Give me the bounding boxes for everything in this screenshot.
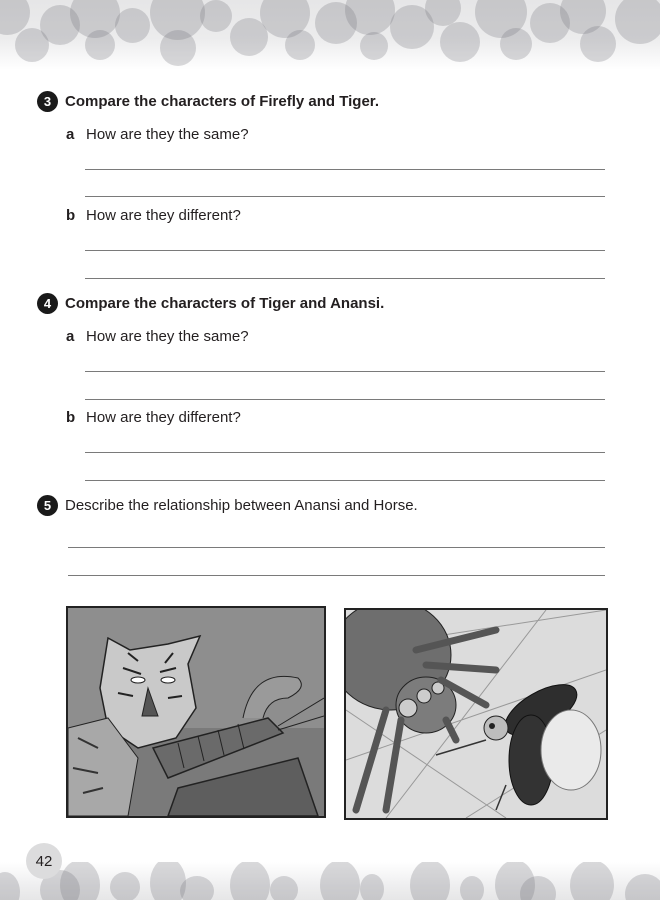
part-letter: a — [66, 126, 75, 143]
part-prompt: How are they different? — [86, 409, 241, 426]
question-4-heading — [37, 293, 384, 314]
question-4a-prompt — [66, 328, 249, 345]
question-3-heading — [37, 91, 379, 112]
part-letter: b — [66, 409, 76, 426]
spider-firefly-illustration — [344, 608, 608, 820]
answer-line[interactable] — [68, 575, 605, 576]
part-prompt: How are they the same? — [86, 126, 249, 143]
answer-line[interactable] — [85, 452, 605, 453]
question-3a-prompt — [66, 126, 249, 143]
question-number-badge: 3 — [37, 91, 58, 112]
answer-line[interactable] — [68, 547, 605, 548]
question-4b-prompt — [66, 409, 241, 426]
answer-line[interactable] — [85, 250, 605, 251]
tiger-lobster-drawing — [68, 608, 324, 816]
header-bubble-decoration — [0, 0, 660, 70]
question-number-badge: 5 — [37, 495, 58, 516]
question-number-badge: 4 — [37, 293, 58, 314]
spider-firefly-drawing — [346, 610, 606, 818]
question-title: Compare the characters of Firefly and Tiger. — [65, 93, 379, 110]
part-letter: b — [66, 207, 76, 224]
tiger-illustration — [66, 606, 326, 818]
question-title: Compare the characters of Tiger and Anansi. — [65, 295, 385, 312]
part-prompt: How are they the same? — [86, 328, 249, 345]
part-letter: a — [66, 328, 75, 345]
question-title: Describe the relationship between Anansi and Horse. — [65, 497, 418, 514]
answer-line[interactable] — [85, 278, 605, 279]
page-number: 42 — [26, 843, 62, 879]
answer-line[interactable] — [85, 399, 605, 400]
answer-line[interactable] — [85, 169, 605, 170]
answer-line[interactable] — [85, 480, 605, 481]
question-3b-prompt — [66, 207, 241, 224]
part-prompt: How are they different? — [86, 207, 241, 224]
answer-line[interactable] — [85, 371, 605, 372]
footer-bubble-decoration — [0, 862, 660, 900]
answer-line[interactable] — [85, 196, 605, 197]
question-5-heading — [37, 495, 418, 516]
